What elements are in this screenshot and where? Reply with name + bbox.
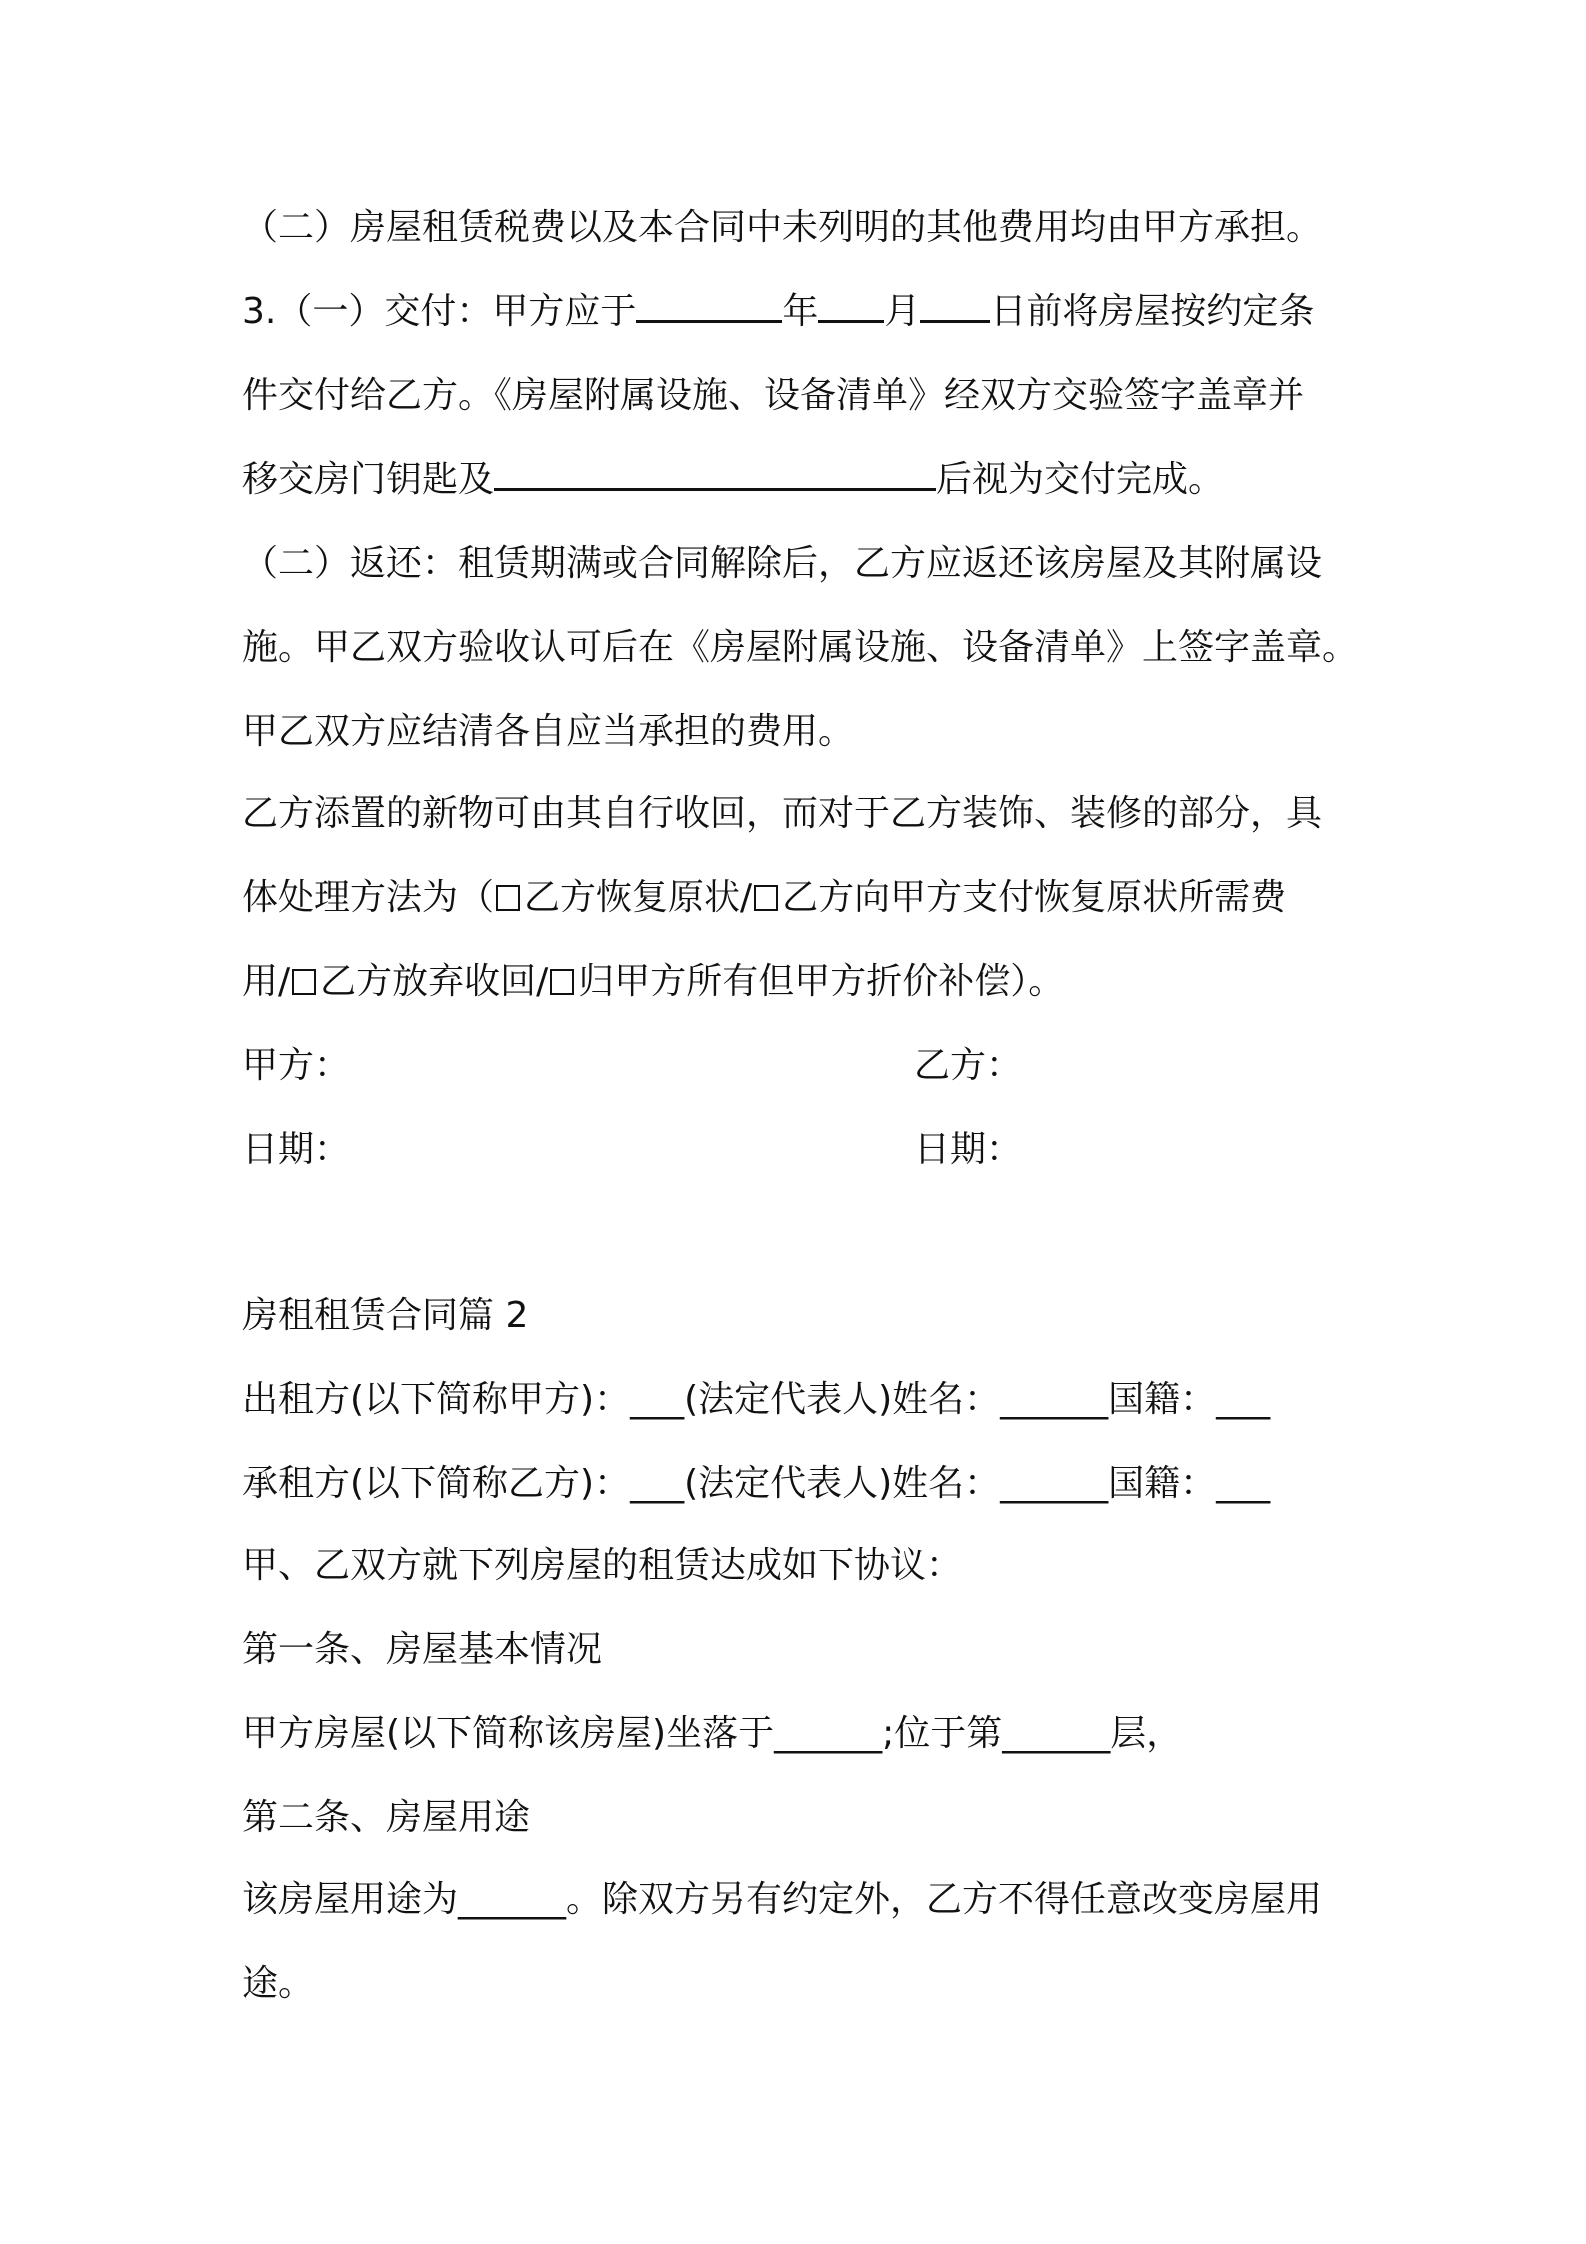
year-blank bbox=[636, 290, 782, 323]
tax-fees-paragraph: （二）房屋租赁税费以及本合同中未列明的其他费用均由甲方承担。 bbox=[242, 207, 1323, 248]
option-restore-original: 乙方恢复原状/ bbox=[524, 877, 753, 918]
party-a-label: 甲方： bbox=[242, 1045, 351, 1086]
return-clause-line-2: 施。甲乙双方验收认可后在《房屋附属设施、设备清单》上签字盖章。 bbox=[242, 627, 1359, 668]
option-owner-compensate: 归甲方所有但甲方折价补偿）。 bbox=[578, 961, 1065, 1002]
signature-date-row bbox=[242, 1126, 1023, 1174]
lessor-line: 出租方(以下简称甲方)：___(法定代表人)姓名：______国籍：___ bbox=[242, 1379, 1271, 1420]
article-2-text-continued: 途。 bbox=[242, 1963, 315, 2004]
new-items-line-3 bbox=[242, 958, 1064, 1006]
month-blank bbox=[818, 290, 884, 323]
delivery-clause-continuation: 日前将房屋按约定条 bbox=[990, 291, 1315, 332]
article-2-title: 第二条、房屋用途 bbox=[242, 1797, 531, 1838]
article-1-text: 甲方房屋(以下简称该房屋)坐落于______;位于第______层， bbox=[242, 1713, 1183, 1754]
checkbox-abandon[interactable] bbox=[292, 969, 316, 995]
keys-blank bbox=[494, 458, 936, 491]
party-b-label: 乙方： bbox=[914, 1045, 1023, 1086]
date-b-label: 日期： bbox=[914, 1129, 1023, 1170]
return-clause-line-1: （二）返还：租赁期满或合同解除后，乙方应返还该房屋及其附属设 bbox=[242, 543, 1323, 584]
checkbox-restore-original[interactable] bbox=[496, 885, 520, 911]
keys-text: 移交房门钥匙及 bbox=[242, 459, 495, 500]
date-a-label: 日期： bbox=[242, 1129, 351, 1170]
month-label: 月 bbox=[884, 291, 921, 332]
article-2-text: 该房屋用途为______。除双方另有约定外，乙方不得任意改变房屋用 bbox=[242, 1879, 1323, 1920]
delivery-clause-intro: 3.（一）交付：甲方应于 bbox=[242, 291, 637, 332]
checkbox-owner-compensate[interactable] bbox=[550, 969, 574, 995]
agreement-line: 甲、乙双方就下列房屋的租赁达成如下协议： bbox=[242, 1545, 963, 1586]
handling-method-text: 体处理方法为（ bbox=[242, 877, 495, 918]
new-items-line-1: 乙方添置的新物可由其自行收回，而对于乙方装饰、装修的部分，具 bbox=[242, 793, 1323, 834]
option-abandon: 乙方放弃收回/ bbox=[320, 961, 549, 1002]
delivery-clause-line-1 bbox=[242, 288, 1314, 336]
option-pay-restoration: 乙方向甲方支付恢复原状所需费 bbox=[782, 877, 1287, 918]
return-clause-line-3: 甲乙双方应结清各自应当承担的费用。 bbox=[242, 711, 855, 752]
delivery-clause-line-3 bbox=[242, 456, 1224, 504]
checkbox-pay-restoration[interactable] bbox=[754, 885, 778, 911]
day-blank bbox=[920, 290, 990, 323]
year-label: 年 bbox=[782, 291, 819, 332]
delivery-complete-text: 后视为交付完成。 bbox=[936, 459, 1225, 500]
new-items-line-2 bbox=[242, 874, 1286, 922]
article-1-title: 第一条、房屋基本情况 bbox=[242, 1629, 603, 1670]
fee-continuation: 用/ bbox=[242, 961, 291, 1002]
lessee-line: 承租方(以下简称乙方)：___(法定代表人)姓名：______国籍：___ bbox=[242, 1463, 1271, 1504]
signature-party-row bbox=[242, 1042, 1023, 1090]
delivery-clause-line-2: 件交付给乙方。《房屋附属设施、设备清单》经双方交验签字盖章并 bbox=[242, 375, 1305, 416]
contract-2-title: 房租租赁合同篇 2 bbox=[242, 1295, 529, 1336]
